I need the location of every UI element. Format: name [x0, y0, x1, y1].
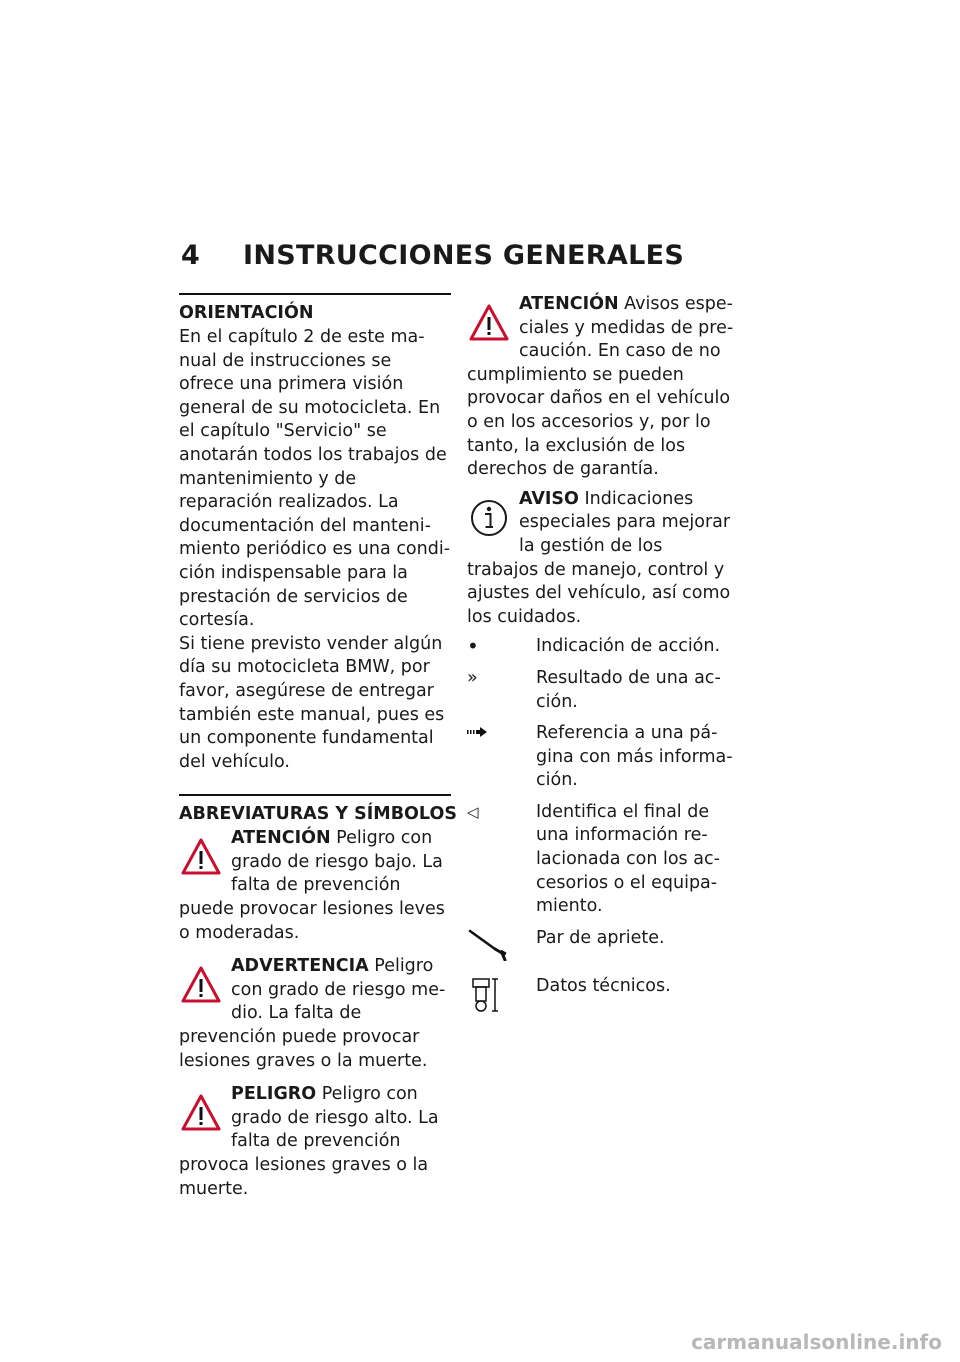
- list-item: [467, 975, 739, 1015]
- atencion-notice-2: [467, 293, 739, 482]
- bullet-icon: •: [467, 634, 479, 659]
- symbol-description: Identifica el final de una información relacionada con los accesorios o el equipamiento.: [536, 801, 720, 917]
- info-icon: [467, 496, 511, 540]
- warning-triangle-icon: [179, 835, 223, 879]
- advertencia-text: Peligro con grado de riesgo medio. La falta de prevención puede provocar lesiones graves o la muerte.: [179, 956, 446, 1071]
- symbol-description: Resultado de una acción.: [536, 667, 721, 712]
- chapter-number: 4: [181, 240, 201, 271]
- atencion-notice: [179, 827, 451, 945]
- section-rule: [179, 293, 451, 295]
- left-column: [179, 293, 457, 1201]
- symbol-description: Indicación de acción.: [536, 636, 721, 657]
- abreviaturas-heading: ABREVIATURAS Y SÍMBOLOS: [179, 804, 457, 825]
- symbol-description: Datos técnicos.: [536, 975, 671, 996]
- list-item: [467, 635, 739, 659]
- chapter-title: [181, 240, 684, 271]
- aviso-text: Indicaciones especiales para mejorar la gestión de los trabajos de manejo, control y ajustes del vehículo, así como los cuidados.: [467, 488, 731, 627]
- warning-triangle-icon: [179, 1091, 223, 1135]
- atencion2-label: ATENCIÓN: [519, 294, 619, 314]
- warning-triangle-icon: [467, 301, 511, 345]
- section-rule: [179, 794, 451, 796]
- atencion2-text: Avisos especiales y medidas de precaución. En caso de no cumplimiento se pueden provocar daños en el vehículo o en los accesorios y, por lo tanto, la exclusión de los derechos de garantía.: [467, 294, 734, 480]
- atencion-text: Peligro con grado de riesgo bajo. La falta de prevención puede provocar lesiones leves o moderadas.: [179, 828, 445, 943]
- end-marker-icon: ◁: [467, 802, 479, 821]
- symbol-list: [467, 635, 739, 1015]
- peligro-notice: [179, 1083, 451, 1201]
- orientacion-paragraph-2: Si tiene previsto vender algún día su motocicleta BMW, por favor, asegúrese de entregar también este manual, pues es un componente fundamental del vehículo.: [179, 633, 445, 772]
- chapter-title-text: INSTRUCCIONES GENERALES: [243, 240, 685, 271]
- peligro-label: PELIGRO: [231, 1084, 317, 1105]
- aviso-label: AVISO: [519, 488, 579, 509]
- technical-data-icon: [467, 975, 503, 1015]
- peligro-text: Peligro con grado de riesgo alto. La falta de prevención provoca lesiones graves o la muerte.: [179, 1084, 439, 1199]
- warning-triangle-icon: [179, 963, 223, 1007]
- symbol-description: Referencia a una página con más información.: [536, 723, 733, 791]
- symbol-description: Par de apriete.: [536, 927, 665, 948]
- list-item: [467, 801, 739, 919]
- advertencia-label: ADVERTENCIA: [231, 956, 369, 977]
- list-item: [467, 667, 739, 714]
- list-item: [467, 722, 739, 793]
- right-column: [467, 293, 739, 1023]
- torque-wrench-icon: [467, 927, 511, 961]
- advertencia-notice: [179, 955, 451, 1073]
- orientacion-heading: ORIENTACIÓN: [179, 303, 314, 323]
- atencion-label: ATENCIÓN: [231, 828, 331, 849]
- aviso-notice: [467, 488, 739, 630]
- list-item: [467, 927, 739, 961]
- result-icon: »: [467, 667, 478, 688]
- watermark: carmanualsonline.info: [691, 1330, 942, 1354]
- page-reference-icon: [467, 724, 489, 740]
- orientacion-paragraph-1: En el capítulo 2 de este manual de instrucciones se ofrece una primera visión general de su motocicleta. En el capítulo "Servicio" se anotarán todos los trabajos de mantenimiento y de reparación realizados. La documentación del mantenimiento periódico es una condición indispensable para la prestación de servicios de cortesía.: [179, 327, 451, 631]
